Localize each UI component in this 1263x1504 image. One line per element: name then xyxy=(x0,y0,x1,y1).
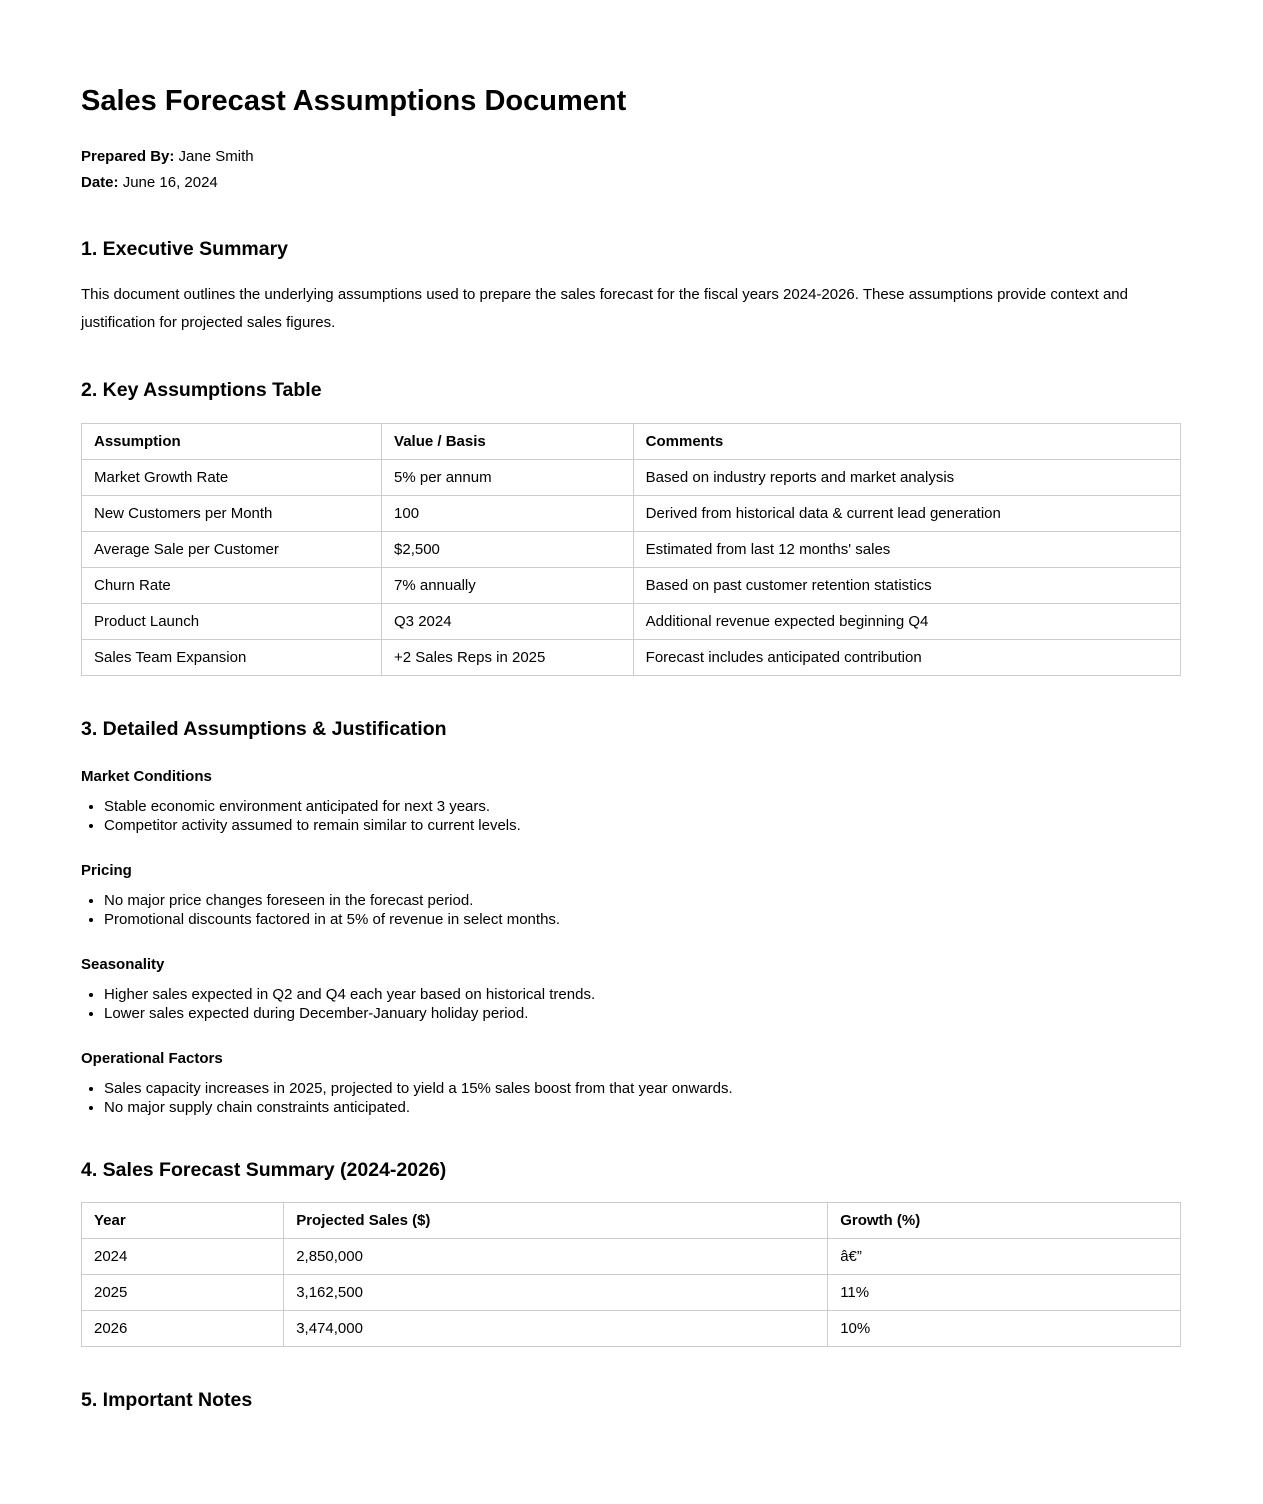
date-line xyxy=(81,170,1181,196)
bullet-list-pricing xyxy=(81,892,1181,929)
table-row xyxy=(82,1311,1181,1347)
cell-value: 100 xyxy=(382,495,634,531)
cell-value: Q3 2024 xyxy=(382,603,634,639)
list-item: • Sales capacity increases in 2025, projected to yield a 15% sales boost from that year onwards. xyxy=(104,1080,1181,1099)
list-item: • No major supply chain constraints anticipated. xyxy=(104,1099,1181,1118)
subsection-title-market-conditions: Market Conditions xyxy=(81,768,212,786)
column-header-projected-sales: Projected Sales ($) xyxy=(284,1203,828,1239)
cell-growth: 10% xyxy=(828,1311,1181,1347)
list-item: • No major price changes foreseen in the forecast period. xyxy=(104,892,1181,911)
cell-comment: Estimated from last 12 months' sales xyxy=(633,531,1180,567)
cell-year: 2024 xyxy=(82,1239,284,1275)
table-row xyxy=(82,495,1181,531)
subsection-title-seasonality: Seasonality xyxy=(81,956,165,974)
column-header-growth: Growth (%) xyxy=(828,1203,1181,1239)
cell-assumption: Product Launch xyxy=(82,603,382,639)
section-heading-forecast-summary: 4. Sales Forecast Summary (2024-2026) xyxy=(81,1159,447,1182)
table-row xyxy=(82,1275,1181,1311)
forecast-summary-table xyxy=(81,1202,1181,1347)
list-item: • Higher sales expected in Q2 and Q4 each year based on historical trends. xyxy=(104,986,1181,1005)
cell-projected-sales: 3,474,000 xyxy=(284,1311,828,1347)
table-header-row xyxy=(82,423,1181,459)
list-item: • Lower sales expected during December-January holiday period. xyxy=(104,1005,1181,1024)
bullet-list-seasonality xyxy=(81,986,1181,1023)
bullet-list-market-conditions xyxy=(81,798,1181,835)
table-row xyxy=(82,603,1181,639)
column-header-comments: Comments xyxy=(633,423,1180,459)
cell-value: +2 Sales Reps in 2025 xyxy=(382,639,634,675)
cell-projected-sales: 3,162,500 xyxy=(284,1275,828,1311)
cell-comment: Forecast includes anticipated contribution xyxy=(633,639,1180,675)
section-heading-important-notes: 5. Important Notes xyxy=(81,1389,253,1412)
cell-year: 2026 xyxy=(82,1311,284,1347)
section-heading-detailed-assumptions: 3. Detailed Assumptions & Justification xyxy=(81,717,447,740)
table-header-row xyxy=(82,1203,1181,1239)
cell-assumption: Market Growth Rate xyxy=(82,459,382,495)
section-heading-executive-summary: 1. Executive Summary xyxy=(81,237,289,260)
cell-assumption: Average Sale per Customer xyxy=(82,531,382,567)
column-header-year: Year xyxy=(82,1203,284,1239)
subsection-title-operational-factors: Operational Factors xyxy=(81,1050,223,1068)
column-header-assumption: Assumption xyxy=(82,423,382,459)
cell-comment: Based on past customer retention statistics xyxy=(633,567,1180,603)
document-title: Sales Forecast Assumptions Document xyxy=(81,85,627,117)
cell-growth: 11% xyxy=(828,1275,1181,1311)
cell-comment: Additional revenue expected beginning Q4 xyxy=(633,603,1180,639)
bullet-list-operational-factors xyxy=(81,1080,1181,1117)
prepared-by-label: Prepared By: xyxy=(81,147,175,165)
date-label: Date: xyxy=(81,173,119,191)
cell-comment: Derived from historical data & current lead generation xyxy=(633,495,1180,531)
date-value: June 16, 2024 xyxy=(122,173,218,191)
cell-projected-sales: 2,850,000 xyxy=(284,1239,828,1275)
cell-assumption: New Customers per Month xyxy=(82,495,382,531)
cell-comment: Based on industry reports and market analysis xyxy=(633,459,1180,495)
cell-value: 7% annually xyxy=(382,567,634,603)
cell-assumption: Sales Team Expansion xyxy=(82,639,382,675)
column-header-value-basis: Value / Basis xyxy=(382,423,634,459)
table-row xyxy=(82,459,1181,495)
prepared-by-value: Jane Smith xyxy=(178,147,254,165)
executive-summary-paragraph: This document outlines the underlying assumptions used to prepare the sales forecast for the fiscal years 2024-2026. These assumptions provide context and justification for projected sales figures. xyxy=(81,286,1128,332)
cell-value: 5% per annum xyxy=(382,459,634,495)
table-row xyxy=(82,567,1181,603)
cell-growth: â€” xyxy=(828,1239,1181,1275)
table-row xyxy=(82,1239,1181,1275)
cell-year: 2025 xyxy=(82,1275,284,1311)
table-row xyxy=(82,531,1181,567)
subsection-title-pricing: Pricing xyxy=(81,862,132,880)
section-heading-key-assumptions: 2. Key Assumptions Table xyxy=(81,379,322,402)
table-row xyxy=(82,639,1181,675)
key-assumptions-table xyxy=(81,423,1181,676)
list-item: • Stable economic environment anticipated for next 3 years. xyxy=(104,798,1181,817)
list-item: • Promotional discounts factored in at 5% of revenue in select months. xyxy=(104,911,1181,930)
list-item: • Competitor activity assumed to remain similar to current levels. xyxy=(104,817,1181,836)
prepared-by-line xyxy=(81,144,1181,170)
cell-value: $2,500 xyxy=(382,531,634,567)
cell-assumption: Churn Rate xyxy=(82,567,382,603)
